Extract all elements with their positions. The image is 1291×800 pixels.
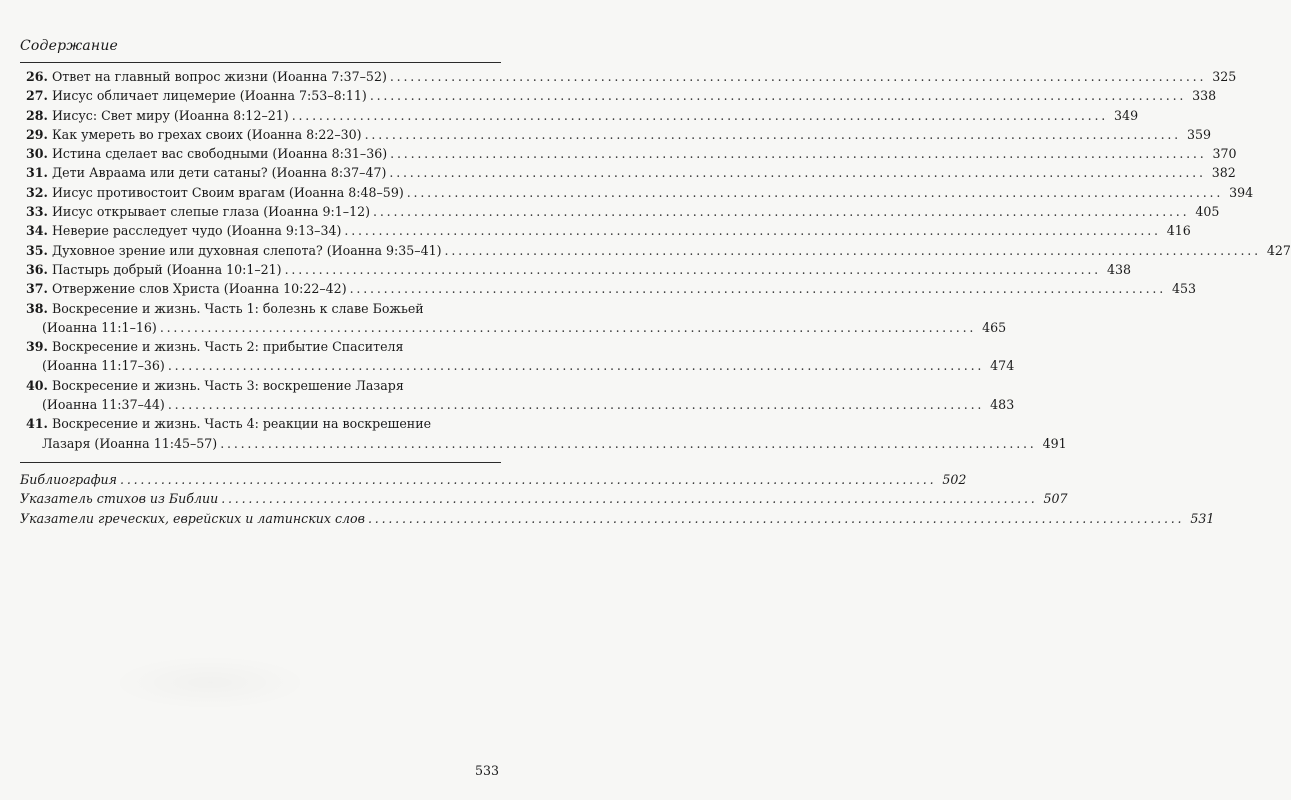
chapter-number: 38. [26,300,48,316]
page-number: 465 [982,319,1007,335]
chapter-number: 37. [26,281,48,297]
page-number: 325 [1212,69,1237,84]
dot-leader: ........................................................................................................................ [220,435,1037,451]
page-number: 394 [1229,184,1254,200]
dot-leader: ........................................................................................................................ [373,204,1190,220]
toc-entry[interactable] [26,260,1131,279]
toc-entry[interactable] [26,221,1191,240]
toc-entry-continuation [26,395,1015,414]
dot-leader: ........................................................................................................................ [389,165,1206,181]
dot-leader: ........................................................................................................................ [284,261,1101,277]
chapter-number: 28. [26,107,48,123]
chapter-reference: (Иоанна 11:17–36) [42,358,165,374]
chapter-number: 41. [26,416,48,432]
chapter-title: Отвержение слов Христа (Иоанна 10:22–42) [51,281,347,297]
chapter-title: Воскресение и жизнь. Часть 2: прибытие Спасителя [51,339,404,355]
back-matter-list [20,470,1215,528]
dot-leader: ........................................................................................................................ [349,281,1167,297]
toc-entry-title [26,67,390,86]
toc-entry-title [26,163,389,182]
dot-leader: ........................................................................................................................ [367,510,1185,526]
dot-leader: ........................................................................................................................ [389,69,1207,84]
section-rule [20,462,501,463]
page-number: 531 [1190,510,1215,526]
chapter-number: 32. [26,184,48,200]
page-number: 338 [1192,88,1217,104]
back-matter-title: Библиография [20,471,118,487]
toc-entry-multiline[interactable] [26,376,1015,415]
chapter-reference: (Иоанна 11:37–44) [42,397,165,413]
page-number: 453 [1171,281,1197,297]
chapter-number: 29. [26,126,48,142]
toc-entry-title [26,125,365,144]
toc-entry-continuation [26,356,1015,375]
page-number: 491 [1042,435,1067,451]
chapter-title: Неверие расследует чудо (Иоанна 9:13–34) [51,223,342,239]
page-number: 502 [942,471,967,487]
toc-entry-back-matter[interactable] [20,489,1068,508]
page-number: 427 [1266,242,1291,258]
table-of-contents [20,67,1291,528]
chapter-number: 39. [26,339,48,355]
toc-entry-title [26,260,285,279]
toc-entry-continuation [26,434,1067,453]
dot-leader: ........................................................................................................................ [159,319,977,335]
chapter-title: Иисус: Свет миру (Иоанна 8:12–21) [51,107,289,123]
toc-entry-continuation [26,318,1007,337]
toc-entry-title [26,241,445,260]
header-rule [20,62,501,63]
page-number: 507 [1043,491,1068,507]
toc-entry-first-line [26,414,501,433]
dot-leader: ........................................................................................................................ [369,88,1187,104]
chapter-list [20,67,1291,453]
chapter-title: Ответ на главный вопрос жизни (Иоанна 7:37–52) [51,69,387,84]
toc-entry[interactable] [26,67,1237,86]
dot-leader: ........................................................................................................................ [364,126,1181,142]
chapter-title: Воскресение и жизнь. Часть 3: воскрешение Лазаря [51,377,404,393]
page-number: 483 [990,397,1015,413]
page-number: 382 [1211,165,1236,181]
toc-entry[interactable] [26,183,1254,202]
page-number: 438 [1106,261,1131,277]
folio-page-number: 533 [474,763,499,778]
chapter-number: 27. [26,88,48,104]
chapter-title: Иисус открывает слепые глаза (Иоанна 9:1–12) [51,204,371,220]
toc-entry-first-line [26,299,501,318]
toc-entry[interactable] [26,144,1237,163]
page-number: 370 [1212,146,1237,162]
toc-entry-multiline[interactable] [26,414,1067,453]
chapter-title: Иисус противостоит Своим врагам (Иоанна 8:48–59) [51,184,404,200]
dot-leader: ........................................................................................................................ [390,146,1207,162]
back-matter-title: Указатель стихов из Библии [20,491,219,507]
chapter-number: 34. [26,223,48,239]
toc-entry[interactable] [26,163,1236,182]
toc-entry[interactable] [26,279,1197,298]
dot-leader: ........................................................................................................................ [221,491,1038,507]
chapter-reference: Лазаря (Иоанна 11:45–57) [42,435,218,451]
toc-entry[interactable] [26,241,1291,260]
page-number: 349 [1114,107,1139,123]
dot-leader: ........................................................................................................................ [167,358,985,374]
dot-leader: ........................................................................................................................ [444,242,1261,258]
chapter-title: Истина сделает вас свободными (Иоанна 8:31–36) [51,146,388,162]
page-number: 416 [1166,223,1191,239]
dot-leader: ........................................................................................................................ [291,107,1109,123]
chapter-title: Духовное зрение или духовная слепота? (Иоанна 9:35–41) [51,242,442,258]
chapter-number: 36. [26,261,48,277]
toc-entry-title [26,279,350,298]
toc-entry-back-matter[interactable] [20,470,967,489]
back-matter-title: Указатели греческих, еврейских и латинских слов [20,510,365,526]
toc-entry-title [26,106,292,125]
page-number: 405 [1195,204,1220,220]
toc-entry[interactable] [26,106,1139,125]
chapter-number: 31. [26,165,48,181]
dot-leader: ........................................................................................................................ [344,223,1161,239]
toc-entry-title [26,221,344,240]
chapter-title: Дети Авраама или дети сатаны? (Иоанна 8:37–47) [51,165,387,181]
chapter-number: 35. [26,242,48,258]
page-number: 474 [990,358,1015,374]
faint-show-through [110,655,310,710]
chapter-reference: (Иоанна 11:1–16) [42,319,157,335]
chapter-title: Как умереть во грехах своих (Иоанна 8:22–30) [51,126,362,142]
chapter-title: Воскресение и жизнь. Часть 1: болезнь к славе Божьей [51,300,424,316]
toc-entry-multiline[interactable] [26,337,1015,376]
dot-leader: ........................................................................................................................ [406,184,1224,200]
toc-entry-multiline[interactable] [26,299,1007,338]
toc-entry-title [26,86,370,105]
toc-entry-first-line [26,337,501,356]
dot-leader: ........................................................................................................................ [120,471,937,487]
chapter-title: Пастырь добрый (Иоанна 10:1–21) [51,261,282,277]
toc-entry[interactable] [26,125,1211,144]
dot-leader: ........................................................................................................................ [167,397,985,413]
toc-entry-title [26,183,407,202]
toc-entry-back-matter[interactable] [20,509,1215,528]
toc-entry-title [26,202,373,221]
running-head: Содержание [20,38,119,54]
page-number: 359 [1186,126,1211,142]
toc-entry[interactable] [26,86,1217,105]
toc-entry-title [26,144,390,163]
chapter-title: Иисус обличает лицемерие (Иоанна 7:53–8:11) [51,88,367,104]
chapter-number: 40. [26,377,48,393]
chapter-number: 30. [26,146,48,162]
chapter-number: 33. [26,204,48,220]
chapter-number: 26. [26,69,48,84]
chapter-title: Воскресение и жизнь. Часть 4: реакции на воскрешение [51,416,432,432]
toc-entry[interactable] [26,202,1220,221]
toc-entry-first-line [26,376,501,395]
